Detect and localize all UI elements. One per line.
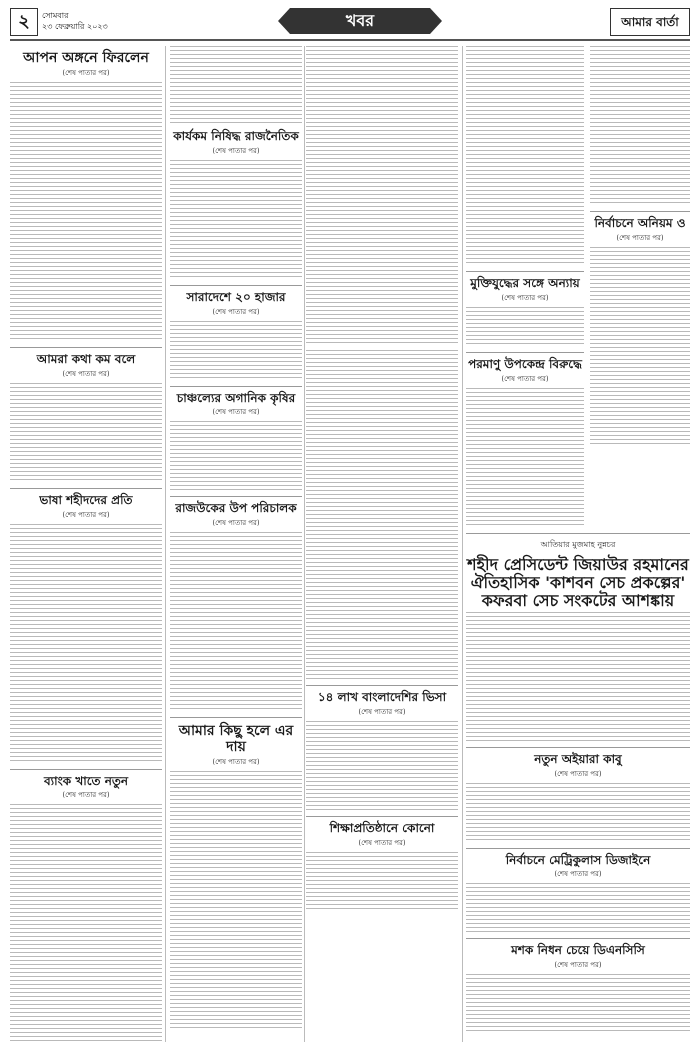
article-byline: (শেষ পাতার পর) [212,146,260,155]
article-body [170,421,302,491]
dateline [42,10,108,32]
divider [466,271,584,272]
article-byline: (শেষ পাতার পর) [212,519,260,528]
article [466,944,690,1034]
column-2 [170,46,302,1042]
article-body [590,247,690,447]
article [170,723,302,1031]
article [10,775,162,1042]
article-body [306,46,458,346]
article-headline: মুক্তিযুদ্ধের সঙ্গে অন্যায় [470,276,580,290]
divider [170,285,302,286]
article-body [170,321,302,381]
column-3 [306,46,458,1042]
article-body [170,160,302,280]
divider [466,352,584,353]
column-divider [304,46,305,1042]
article-byline: (শেষ পাতার পর) [212,408,260,417]
divider [170,496,302,497]
feature-headline: শহীদ প্রেসিডেন্ট জিয়াউর রহমানের ঐতিহাসিক 'কাশবন সেচ প্রকল্পের' কফরবা সেচ সংকটের আশঙ্কায় [467,554,689,611]
column-divider [165,46,166,1042]
divider [466,938,690,939]
newspaper-logo: আমার বার্তা [610,8,690,36]
article-byline: (শেষ পাতার পর) [212,307,260,316]
article-headline: আমরা কথা কম বলে [36,352,136,367]
article-body [306,852,458,912]
article-body [466,883,690,933]
article-body [466,46,584,266]
masthead-rule [10,39,690,41]
split-section [466,46,690,528]
divider [10,488,162,489]
article-byline: (শেষ পাতার পর) [554,961,602,970]
article-body [590,46,690,206]
article-headline: পরমাণু উপকেন্দ্র বিরুদ্ধে [468,356,582,371]
article-byline: (শেষ পাতার পর) [62,791,110,800]
divider [590,211,690,212]
divider [466,747,690,748]
feature-kicker: আতিয়ার মুজমাহ নুন্নচর [540,539,616,549]
divider [10,347,162,348]
article [466,854,690,934]
article-body [170,46,302,126]
article-body [466,783,690,843]
article [170,502,302,712]
article [306,691,458,811]
divider [306,816,458,817]
article-byline: (শেষ পাতার পর) [62,510,110,519]
masthead [10,8,690,38]
divider [10,769,162,770]
divider [170,717,302,718]
article-headline: শিক্ষাপ্রতিষ্ঠানে কোনো [329,820,435,835]
divider [170,386,302,387]
article [10,50,162,342]
article-headline: নির্বাচনে অনিয়ম ও [594,216,686,230]
article-body [466,974,690,1034]
article-headline: আমার কিছু হলে এর দায় [178,723,294,756]
article-byline: (শেষ পাতার পর) [358,838,406,847]
article [170,130,302,280]
article-body [170,532,302,712]
article-body [306,350,458,680]
split-left [466,46,584,528]
article-headline: ১৪ লাখ বাংলাদেশির ভিসা [317,690,447,704]
article-body [10,524,162,764]
article-headline: আপন অঙ্গনে ফিরলেন [23,50,149,66]
section-title: খবর [290,8,430,34]
divider [466,533,690,534]
article-headline: ব্যাংক খাতে নতুন [43,773,129,788]
article [170,392,302,492]
divider [466,848,690,849]
article-headline: ভাষা শহীদদের প্রতি [39,492,133,507]
column-divider [462,46,463,1042]
article-headline: চাঞ্চল্যের অগানিক কৃষির [176,390,296,405]
article-body [10,383,162,483]
article-body [10,82,162,342]
article-byline: (শেষ পাতার পর) [62,369,110,378]
article-body [466,307,584,347]
article-body [170,771,302,1031]
article-byline: (শেষ পাতার পর) [501,374,549,383]
weekday: সোমবার [42,11,69,20]
article [466,753,690,843]
article-byline: (শেষ পাতার পর) [554,870,602,879]
article [306,822,458,912]
article-byline: (শেষ পাতার পর) [358,707,406,716]
article-body [466,388,584,528]
article-headline: নির্বাচনে মেট্রিকুলাস ডিজাইনে [505,852,651,867]
article-headline: নতুন অইয়ারা কাবু [534,751,622,766]
feature-article [466,539,690,742]
article-byline: (শেষ পাতার পর) [501,293,549,302]
issue-date: ২৩ ফেব্রুয়ারি ২০২৩ [42,22,108,31]
article [170,291,302,381]
article-byline: (শেষ পাতার পর) [554,769,602,778]
article-body [306,721,458,811]
column-1 [10,46,162,1042]
article-headline: মশক নিধন চেয়ে ডিএনসিসি [511,943,645,958]
article-byline: (শেষ পাতার পর) [616,233,664,242]
article-body [10,804,162,1042]
article-byline: (শেষ পাতার পর) [212,758,260,767]
article [10,353,162,483]
split-right [590,46,690,528]
article-headline: কার্যকম নিষিদ্ধ রাজনৈতিক [173,129,299,143]
article [10,494,162,764]
article-headline: রাজউকের উপ পরিচালক [175,501,297,516]
column-4 [466,46,690,1042]
divider [306,685,458,686]
article-headline: সারাদেশে ২০ হাজার [186,289,286,304]
article-body [466,612,690,742]
article-byline: (শেষ পাতার পর) [62,69,110,78]
page-number: ২ [10,8,38,36]
